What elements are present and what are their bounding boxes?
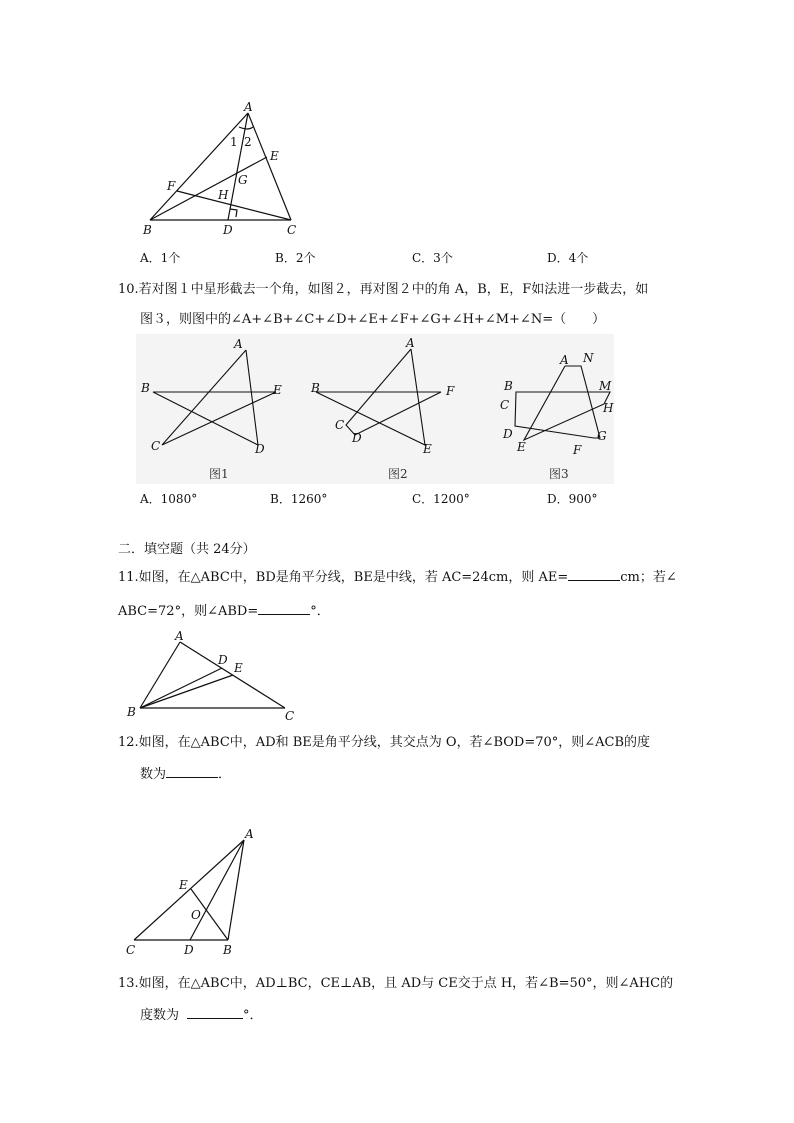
fig2-caption: 图2 <box>388 467 408 481</box>
q9-side-ac <box>248 113 291 220</box>
q9-label-d: D <box>223 223 233 237</box>
q11-line1 <box>118 568 677 587</box>
fig3-caption: 图3 <box>549 467 569 481</box>
q9-segment-cf <box>177 191 291 220</box>
fig3-label-a: A <box>560 353 569 367</box>
fig2-label-d: D <box>352 431 362 445</box>
fig1-label-e: E <box>273 383 282 397</box>
q11-figure <box>120 628 310 724</box>
q10-option-d[interactable]: D．900° <box>547 492 598 506</box>
fig2-label-c: C <box>335 418 345 432</box>
fig3-label-d: D <box>503 427 513 441</box>
q12-label-a: A <box>245 827 254 841</box>
q12-label-o: O <box>191 908 201 922</box>
fig3-label-b: B <box>504 379 513 393</box>
q10-line2: 图３，则图中的∠A+∠B+∠C+∠D+∠E+∠F+∠G+∠H+∠M+∠N=（ ） <box>140 312 606 327</box>
q13-line2-text-b: °． <box>243 1008 263 1023</box>
q9-label-f: F <box>167 179 176 193</box>
q11-blank-abd[interactable] <box>258 602 310 615</box>
q11-line2-text-b: °． <box>310 604 330 619</box>
q11-blank-ae[interactable] <box>568 568 620 581</box>
q9-side-ab <box>150 113 248 220</box>
fig3-label-f: F <box>573 443 582 457</box>
fig1-label-c: C <box>151 439 161 453</box>
q10-option-a[interactable]: A．1080° <box>140 492 198 506</box>
q12-line2-text-b: ． <box>218 767 232 782</box>
fig1-caption: 图1 <box>209 467 229 481</box>
q9-angle-arc <box>239 127 253 129</box>
q11-label-d: D <box>218 653 228 667</box>
q11-label-e: E <box>234 661 243 675</box>
q10-option-c[interactable]: C．1200° <box>412 492 470 506</box>
q9-label-h: H <box>218 188 229 202</box>
fig3-label-e: E <box>517 440 526 454</box>
q13-blank-ahc[interactable] <box>187 1006 243 1019</box>
q10-option-b[interactable]: B．1260° <box>270 492 328 506</box>
fig3-label-n: N <box>583 351 594 365</box>
q12-label-d: D <box>184 943 194 957</box>
q12-line2 <box>140 765 231 784</box>
section-title: 二．填空题（共 24分） <box>118 542 256 557</box>
q12-figure <box>120 826 270 958</box>
q9-figure <box>140 100 310 238</box>
q9-option-d[interactable]: D．4个 <box>547 251 589 265</box>
fig2-label-b: B <box>311 381 320 395</box>
q13-line1: 13.如图，在△ABC中，AD⊥BC，CE⊥AB，且 AD与 CE交于点 H，若∠B=50°，则∠AHC的 <box>118 976 674 991</box>
fig3-label-m: M <box>599 379 612 393</box>
q12-label-e: E <box>179 878 188 892</box>
q12-label-c: C <box>126 943 136 957</box>
fig3-label-g: G <box>597 429 607 443</box>
fig3-label-c: C <box>500 398 510 412</box>
q9-label-1: 1 <box>230 135 238 149</box>
q11-label-a: A <box>175 629 184 643</box>
q12-blank-acb[interactable] <box>166 765 218 778</box>
q9-option-a[interactable]: A．1个 <box>140 251 181 265</box>
fig2-label-f: F <box>446 384 455 398</box>
q11-line2-text-a: ABC=72°，则∠ABD= <box>118 604 259 619</box>
q9-label-2: 2 <box>244 135 252 149</box>
q9-label-a: A <box>244 100 253 114</box>
q12-line1: 12.如图，在△ABC中，AD和 BE是角平分线，其交点为 O，若∠BOD=70°，则∠ACB的度 <box>118 735 651 750</box>
q12-line2-text-a: 数为 <box>140 767 167 782</box>
q13-line2 <box>140 1006 263 1025</box>
fig2-label-e: E <box>423 442 432 456</box>
fig3-label-h: H <box>603 401 614 415</box>
q11-label-c: C <box>285 709 295 723</box>
fig1-label-d: D <box>255 442 265 456</box>
q12-label-b: B <box>223 943 232 957</box>
q10-figure-background <box>136 334 614 484</box>
fig2-label-a: A <box>406 336 415 350</box>
fig1-label-a: A <box>234 337 243 351</box>
q9-option-c[interactable]: C．3个 <box>412 251 453 265</box>
q9-right-angle-mark <box>230 209 237 217</box>
q9-option-b[interactable]: B．2个 <box>275 251 316 265</box>
q10-figures <box>136 334 616 486</box>
q12-side-ca <box>134 840 244 940</box>
q9-label-b: B <box>143 223 152 237</box>
q11-line2 <box>118 602 330 621</box>
q11-line1-text-a: 11.如图，在△ABC中，BD是角平分线，BE是中线，若 AC=24cm，则 AE= <box>118 570 569 585</box>
q11-line1-text-b: cm；若∠ <box>620 570 677 585</box>
q11-label-b: B <box>127 705 136 719</box>
q9-label-c: C <box>287 223 297 237</box>
q11-segment-be <box>140 675 233 708</box>
q10-line1: 10.若对图１中星形截去一个角，如图２，再对图２中的角 A，B，E，F如法进一步截去，如 <box>118 282 649 297</box>
q9-label-e: E <box>270 149 279 163</box>
fig1-label-b: B <box>141 381 150 395</box>
q9-label-g: G <box>238 173 248 187</box>
q13-line2-text-a: 度数为 <box>140 1008 180 1023</box>
